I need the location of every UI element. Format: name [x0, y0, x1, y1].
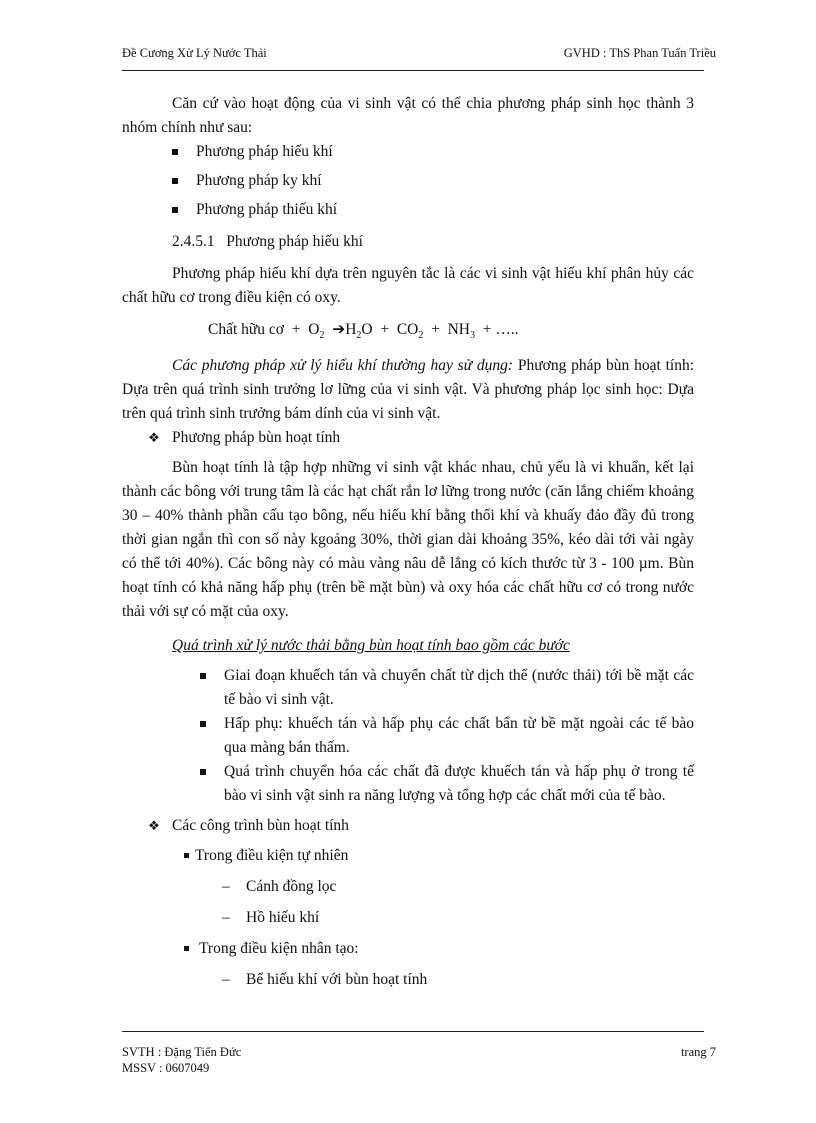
square-bullet-icon: [172, 149, 178, 155]
list-item: [172, 169, 694, 193]
diamond-bullet-icon: ❖: [148, 430, 160, 446]
list-item: [184, 844, 694, 868]
page-body: [122, 92, 694, 992]
eq-sub: 2: [319, 330, 325, 342]
eq-sub: 2: [356, 330, 362, 342]
process-title: Quá trình xử lý nước thải bằng bùn hoạt tính bao gồm các bước: [172, 637, 570, 655]
reaction-equation: [208, 318, 694, 348]
process-heading: [172, 634, 694, 658]
group-label: Phương pháp thiếu khí: [196, 201, 338, 218]
methods-paragraph: [122, 354, 694, 426]
list-item: [184, 937, 694, 961]
eq-sub: 3: [470, 330, 475, 342]
methods-text: Phương pháp bùn hoạt tính: Dựa trên quá trình sinh trưởng lơ lững của vi sinh vật. Và phương pháp lọc sinh học: Dựa trên quá trình sinh trưởng bám dính của vi sinh vật.: [122, 357, 694, 423]
artificial-label: Trong điều kiện nhân tạo:: [199, 940, 359, 958]
arrow-icon: ➔: [332, 321, 346, 338]
artificial-item: Bể hiếu khí với bùn hoạt tính: [246, 971, 428, 989]
square-bullet-icon: [200, 769, 206, 775]
sludge-paragraph: Bùn hoạt tính là tập hợp những vi sinh vật khác nhau, chủ yếu là vi khuẩn, kết lại thành các bông với trung tâm là các hạt chất rắn lơ lững trong nước (căn lắng chiếm khoảng 30 – 40% thành phần cấu tạo bông, nếu hiếu khí bằng thổi khí và khuấy đảo đầy đủ trong thời gian ngắn thì con số này kgoảng 30%, thời gian dài khoảng 35%, kéo dài tới vài ngày có thể tới 40%). Các bông này có màu vàng nâu dễ lắng có kích thước từ 3 - 100 µm. Bùn hoạt tính có khả năng hấp phụ (trên bề mặt bùn) và oxy hóa các chất hữu cơ có trong nước thải với sự có mặt của oxy.: [122, 459, 694, 621]
intro-paragraph: Căn cứ vào hoạt động của vi sinh vật có thể chia phương pháp sinh học thành 3 nhóm chính như sau:: [122, 95, 694, 136]
natural-item: Cánh đồng lọc: [246, 878, 337, 896]
group-label: Phương pháp hiếu khí: [196, 143, 333, 160]
square-bullet-icon: [200, 721, 206, 727]
aerobic-paragraph: Phương pháp hiếu khí dựa trên nguyên tắc là các vi sinh vật hiếu khí phân hủy các chất hữu cơ trong điều kiện có oxy.: [122, 265, 694, 306]
eq-part: + …..: [475, 321, 519, 338]
diamond-bullet-icon: ❖: [148, 818, 160, 834]
list-item: [200, 712, 694, 760]
footer-divider: [122, 1031, 704, 1032]
step-text: Hấp phụ: khuếch tán và hấp phụ các chất bẩn từ bề mặt ngoài các tế bào qua màng bán thấm.: [224, 715, 694, 757]
section-heading: 2.4.5.1 Phương pháp hiếu khí: [172, 233, 363, 250]
dash-bullet-icon: –: [222, 878, 230, 896]
eq-lhs: Chất hữu cơ + O: [208, 321, 320, 338]
step-text: Quá trình chuyển hóa các chất đã được khuếch tán và hấp phụ ở trong tế bào vi sinh vật sinh ra năng lượng và tổng hợp các chất mới của tế bào.: [224, 763, 694, 805]
list-item: [172, 198, 694, 222]
eq-part: + NH: [423, 321, 470, 338]
sludge-heading: [146, 426, 694, 450]
dash-bullet-icon: –: [222, 909, 230, 927]
header-divider: [122, 70, 704, 71]
sludge-title: Phương pháp bùn hoạt tính: [172, 429, 341, 447]
square-bullet-icon: [172, 207, 178, 213]
header-advisor: GVHD : ThS Phan Tuấn Triều: [563, 46, 716, 60]
list-item: [222, 968, 694, 992]
step-text: Giai đoạn khuếch tán và chuyển chất từ dịch thể (nước thải) tới bề mặt các tế bào vi sinh vật.: [224, 667, 694, 709]
methods-lead: Các phương pháp xử lý hiếu khí thường hay sử dụng:: [172, 357, 514, 375]
natural-label: Trong điều kiện tự nhiên: [195, 847, 349, 865]
works-heading: [146, 814, 694, 838]
list-item: [222, 875, 694, 899]
square-bullet-icon: [184, 853, 189, 858]
square-bullet-icon: [200, 673, 206, 679]
eq-part: O + CO: [361, 321, 419, 338]
header-title: Đề Cương Xử Lý Nước Thải: [122, 46, 267, 60]
list-item: [200, 664, 694, 712]
footer-student: SVTH : Đặng Tiến Đức: [122, 1045, 242, 1059]
group-label: Phương pháp ky khí: [196, 172, 322, 189]
dash-bullet-icon: –: [222, 971, 230, 989]
square-bullet-icon: [184, 946, 189, 951]
footer-student-id: MSSV : 0607049: [122, 1061, 210, 1075]
natural-item: Hồ hiếu khí: [246, 909, 320, 927]
list-item: [200, 760, 694, 808]
square-bullet-icon: [172, 178, 178, 184]
eq-part: H: [345, 321, 357, 338]
eq-sub: 2: [418, 330, 424, 342]
works-title: Các công trình bùn hoạt tính: [172, 817, 349, 835]
list-item: [172, 140, 694, 164]
list-item: [222, 906, 694, 930]
page-number: trang 7: [680, 1045, 716, 1059]
